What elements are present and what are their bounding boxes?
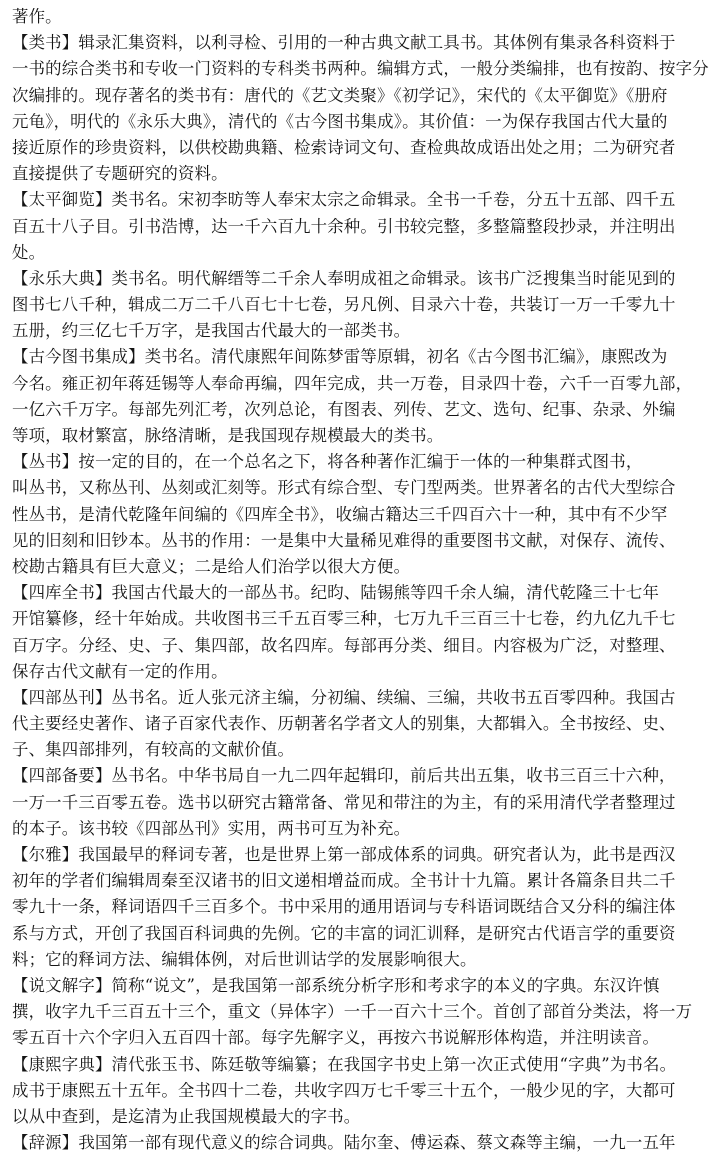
- text-line: 著作。: [12, 7, 62, 26]
- text-line: 见的旧刻和旧钞本。丛书的作用：一是集中大量稀见难得的重要图书文献，对保存、流传、: [12, 530, 676, 550]
- text-line: 料；它的释词方法、编辑体例，对后世训诂学的发展影响很大。: [12, 949, 477, 969]
- text-line: 今名。雍正初年蒋廷锡等人奉命再编，四年完成，共一万卷，目录四十卷，六千一百零九部，: [12, 373, 693, 393]
- text-line: 百五十八子目。引书浩博，达一千六百九十余种。引书较完整，多整篇整段抄录，并注明出: [12, 216, 676, 236]
- text-line: 的本子。该书较《四部丛刊》实用，两书可互为补充。: [12, 818, 411, 838]
- text-line: 【太平御览】类书名。宋初李昉等人奉宋太宗之命辑录。全书一千卷，分五十五部、四千五: [12, 190, 676, 210]
- text-line: 次编排的。现存著名的类书有：唐代的《艺文类聚》《初学记》，宋代的《太平御览》《册府: [12, 85, 668, 105]
- text-line: 撰，收字九千三百五十三个，重文（异体字）一千一百六十三个。首创了部首分类法，将一万: [12, 1002, 693, 1022]
- text-line: 性丛书，是清代乾隆年间编的《四库全书》，收编古籍达三千四百六十一种，其中有不少罕: [12, 504, 668, 524]
- text-line: 【丛书】按一定的目的，在一个总名之下，将各种著作汇编于一体的一种集群式图书，: [12, 452, 643, 472]
- text-line: 叫丛书，又称丛刊、丛刻或汇刻等。形式有综合型、专门型两类。世界著名的古代大型综合: [12, 478, 676, 498]
- text-line: 代主要经史著作、诸子百家代表作、历朝著名学者文人的别集，大都辑入。全书按经、史、: [12, 714, 676, 734]
- text-line: 【尔雅】我国最早的释词专著，也是世界上第一部成体系的词典。研究者认为，此书是西汉: [12, 845, 676, 864]
- text-line: 【古今图书集成】类书名。清代康熙年间陈梦雷等原辑，初名《古今图书汇编》，康熙改为: [12, 347, 668, 367]
- text-line: 【说文解字】简称“说文”，是我国第一部系统分析字形和考求字的本义的字典。东汉许慎: [12, 975, 660, 995]
- text-line: 【四库全书】我国古代最大的一部丛书。纪昀、陆锡熊等四千余人编，清代乾隆三十七年: [12, 583, 660, 603]
- text-line: 开馆纂修，经十年始成。共收图书三千五百零三种，七万九千三百三十七卷，约九亿九千七: [12, 609, 676, 629]
- text-line: 【四部丛刊】丛书名。近人张元济主编，分初编、续编、三编，共收书五百零四种。我国古: [12, 687, 676, 707]
- text-line: 图书七八千种，辑成二万二千八百七十七卷，另凡例、目录六十卷，共装订一万一千零九十: [12, 295, 676, 315]
- text-line: 校勘古籍具有巨大意义；二是给人们治学以很大方便。: [12, 556, 411, 576]
- text-line: 元龟》，明代的《永乐大典》，清代的《古今图书集成》。其价值：一为保存我国古代大量的: [12, 111, 668, 131]
- text-line: 接近原作的珍贵资料，以供校勘典籍、检索诗词文句、查检典故成语出处之用；二为研究者: [12, 137, 676, 157]
- text-line: 成书于康熙五十五年。全书四十二卷，共收字四万七千零三十五个，一般少见的字，大都可: [12, 1080, 676, 1100]
- text-line: 【类书】辑录汇集资料，以利寻检、引用的一种古典文献工具书。其体例有集录各科资料于: [12, 33, 676, 53]
- text-line: 处。: [12, 242, 46, 262]
- text-line: 【四部备要】丛书名。中华书局自一九二四年起辑印，前后共出五集，收书三百三十六种，: [12, 766, 676, 786]
- text-line: 系与方式，开创了我国百科词典的先例。它的丰富的词汇训释，是研究古代语言学的重要资: [12, 923, 676, 943]
- text-line: 以从中查到，是迄清为止我国规模最大的字书。: [12, 1106, 361, 1126]
- text-line: 【辞源】我国第一部有现代意义的综合词典。陆尔奎、傅运森、蔡文森等主编，一九一五年: [12, 1133, 676, 1153]
- text-line: 【康熙字典】清代张玉书、陈廷敬等编纂；在我国字书史上第一次正式使用“字典”为书名。: [12, 1054, 677, 1074]
- text-line: 一亿六千万字。每部先列汇考，次列总论，有图表、列传、艺文、选句、纪事、杂录、外编: [12, 399, 676, 419]
- text-line: 子、集四部排列，有较高的文献价值。: [12, 740, 295, 760]
- text-line: 零九十一条，释词语四千三百多个。书中采用的通用语词与专科语词既结合又分科的编注体: [12, 897, 676, 917]
- text-line: 百万字。分经、史、子、集四部，故名四库。每部再分类、细目。内容极为广泛，对整理、: [12, 635, 676, 655]
- text-line: 一万一千三百零五卷。选书以研究古籍常备、常见和带注的为主，有的采用清代学者整理过: [12, 792, 676, 812]
- text-line: 五册，约三亿七千万字，是我国古代最大的一部类书。: [12, 321, 411, 341]
- text-line: 保存古代文献有一定的作用。: [12, 661, 228, 681]
- text-line: 一书的综合类书和专收一门资料的专科类书两种。编辑方式，一般分类编排，也有按韵、按字分: [12, 59, 709, 79]
- text-line: 直接提供了专题研究的资料。: [12, 164, 228, 184]
- text-line: 等项，取材繁富，脉络清晰，是我国现存规模最大的类书。: [12, 426, 444, 445]
- text-line: 零五百十六个字归入五百四十部。每字先解字义，再按六书说解形体构造，并注明读音。: [12, 1028, 660, 1048]
- text-line: 【永乐大典】类书名。明代解缙等二千余人奉明成祖之命辑录。该书广泛搜集当时能见到的: [12, 268, 676, 288]
- text-line: 初年的学者们编辑周秦至汉诸书的旧文递相增益而成。全书计十九篇。累计各篇条目共二千: [12, 871, 676, 891]
